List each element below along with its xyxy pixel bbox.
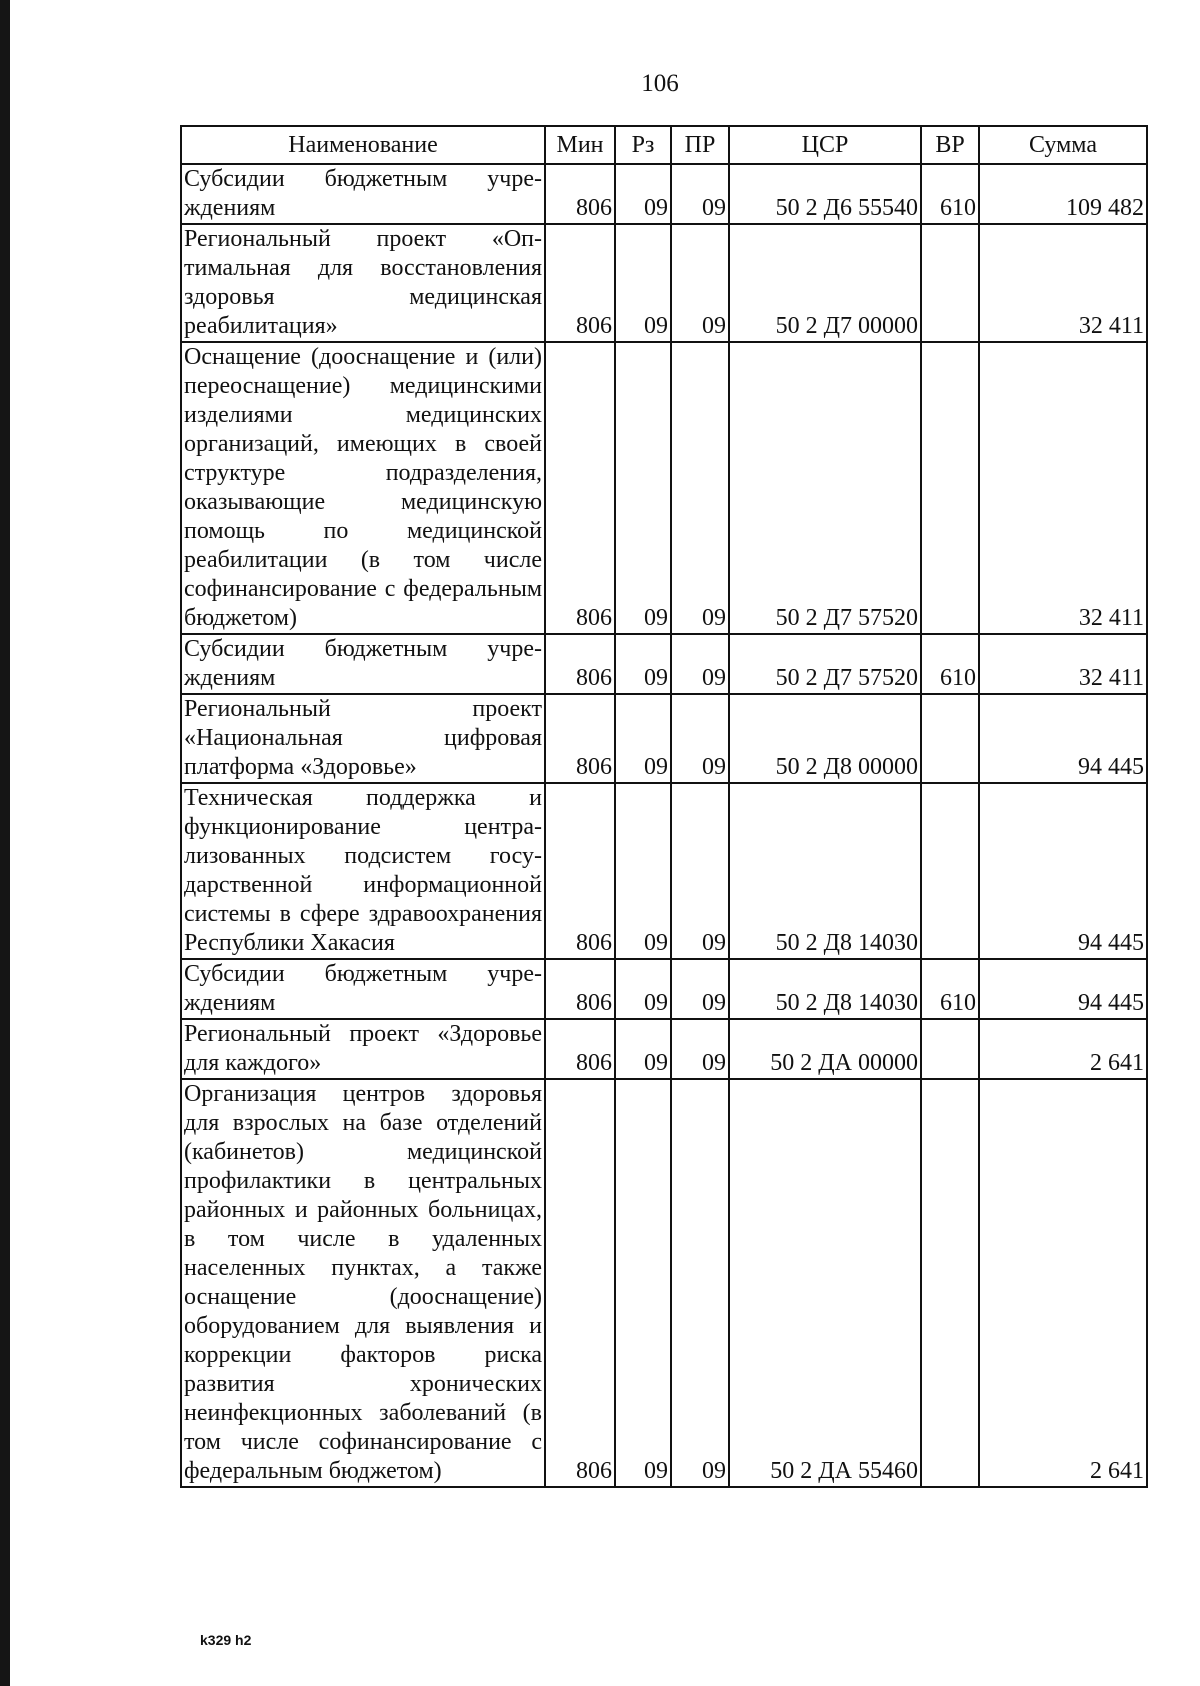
cell-rz: 09 [615,694,671,783]
cell-name: Организация центров здоровья для взрослых на базе отделений (кабинетов) медицинской профилактики в центральных районных и районных больницах, в том числе в удаленных населенных пунктах, а также оснащение (дооснащение) оборудованием для выявления и коррекции факторов риска развития хронических неинфекционных заболеваний (в том числе софинансирование с федеральным бюджетом) [181,1079,545,1487]
cell-pr: 09 [671,224,729,342]
cell-min: 806 [545,1079,615,1487]
cell-pr: 09 [671,783,729,959]
cell-vr: 610 [921,164,979,224]
cell-min: 806 [545,224,615,342]
header-csr: ЦСР [729,126,921,164]
cell-pr: 09 [671,1019,729,1079]
cell-csr: 50 2 Д8 14030 [729,783,921,959]
cell-vr [921,342,979,634]
cell-sum: 2 641 [979,1019,1147,1079]
cell-rz: 09 [615,342,671,634]
cell-min: 806 [545,342,615,634]
cell-rz: 09 [615,224,671,342]
cell-name: Региональный проект «Национальная цифровая платформа «Здоровье» [181,694,545,783]
cell-name: Субсидии бюджетным учреждениям [181,634,545,694]
cell-rz: 09 [615,959,671,1019]
table-row [181,1079,1147,1487]
cell-vr [921,694,979,783]
cell-csr: 50 2 Д6 55540 [729,164,921,224]
table-row [181,634,1147,694]
cell-vr [921,783,979,959]
scan-edge [0,0,10,1686]
table-row [181,694,1147,783]
header-vr: ВР [921,126,979,164]
cell-vr: 610 [921,959,979,1019]
cell-sum: 2 641 [979,1079,1147,1487]
page-number: 106 [641,70,679,97]
cell-name: Техническая поддержка и функционирование централизованных подсистем государственной информационной системы в сфере здравоохранения Республики Хакасия [181,783,545,959]
cell-csr: 50 2 Д7 57520 [729,342,921,634]
header-sum: Сумма [979,126,1147,164]
cell-pr: 09 [671,694,729,783]
cell-rz: 09 [615,164,671,224]
cell-sum: 32 411 [979,634,1147,694]
cell-name: Субсидии бюджетным учреждениям [181,164,545,224]
table-row [181,959,1147,1019]
cell-csr: 50 2 Д8 14030 [729,959,921,1019]
header-row [181,126,1147,164]
table-body [181,164,1147,1487]
cell-sum: 94 445 [979,959,1147,1019]
budget-table [180,125,1148,1488]
cell-min: 806 [545,634,615,694]
cell-name: Оснащение (дооснащение и (или) переоснащение) медицинскими изделиями медицинских организаций, имеющих в своей структуре подразделения, оказывающие медицинскую помощь по медицинской реабилитации (в том числе софинансирование с федеральным бюджетом) [181,342,545,634]
cell-rz: 09 [615,1079,671,1487]
cell-csr: 50 2 Д7 57520 [729,634,921,694]
cell-vr [921,1079,979,1487]
cell-vr [921,1019,979,1079]
cell-csr: 50 2 ДА 00000 [729,1019,921,1079]
cell-pr: 09 [671,634,729,694]
cell-rz: 09 [615,634,671,694]
cell-sum: 32 411 [979,224,1147,342]
cell-min: 806 [545,1019,615,1079]
cell-min: 806 [545,164,615,224]
cell-name: Региональный проект «Оптимальная для восстановления здоровья медицинская реабилитация» [181,224,545,342]
cell-min: 806 [545,783,615,959]
cell-min: 806 [545,694,615,783]
cell-name: Субсидии бюджетным учреждениям [181,959,545,1019]
cell-pr: 09 [671,959,729,1019]
table-row [181,164,1147,224]
cell-vr: 610 [921,634,979,694]
cell-vr [921,224,979,342]
cell-rz: 09 [615,783,671,959]
cell-sum: 32 411 [979,342,1147,634]
cell-csr: 50 2 ДА 55460 [729,1079,921,1487]
table-header [181,126,1147,164]
cell-sum: 94 445 [979,694,1147,783]
header-name: Наименование [181,126,545,164]
cell-sum: 109 482 [979,164,1147,224]
header-pr: ПР [671,126,729,164]
table-row [181,1019,1147,1079]
cell-pr: 09 [671,342,729,634]
footer-code: k329 h2 [200,1632,252,1648]
cell-pr: 09 [671,1079,729,1487]
header-rz: Рз [615,126,671,164]
cell-rz: 09 [615,1019,671,1079]
cell-min: 806 [545,959,615,1019]
cell-pr: 09 [671,164,729,224]
cell-name: Региональный проект «Здоровье для каждого» [181,1019,545,1079]
cell-csr: 50 2 Д7 00000 [729,224,921,342]
cell-csr: 50 2 Д8 00000 [729,694,921,783]
header-min: Мин [545,126,615,164]
table-row [181,342,1147,634]
table-row [181,783,1147,959]
cell-sum: 94 445 [979,783,1147,959]
table-row [181,224,1147,342]
